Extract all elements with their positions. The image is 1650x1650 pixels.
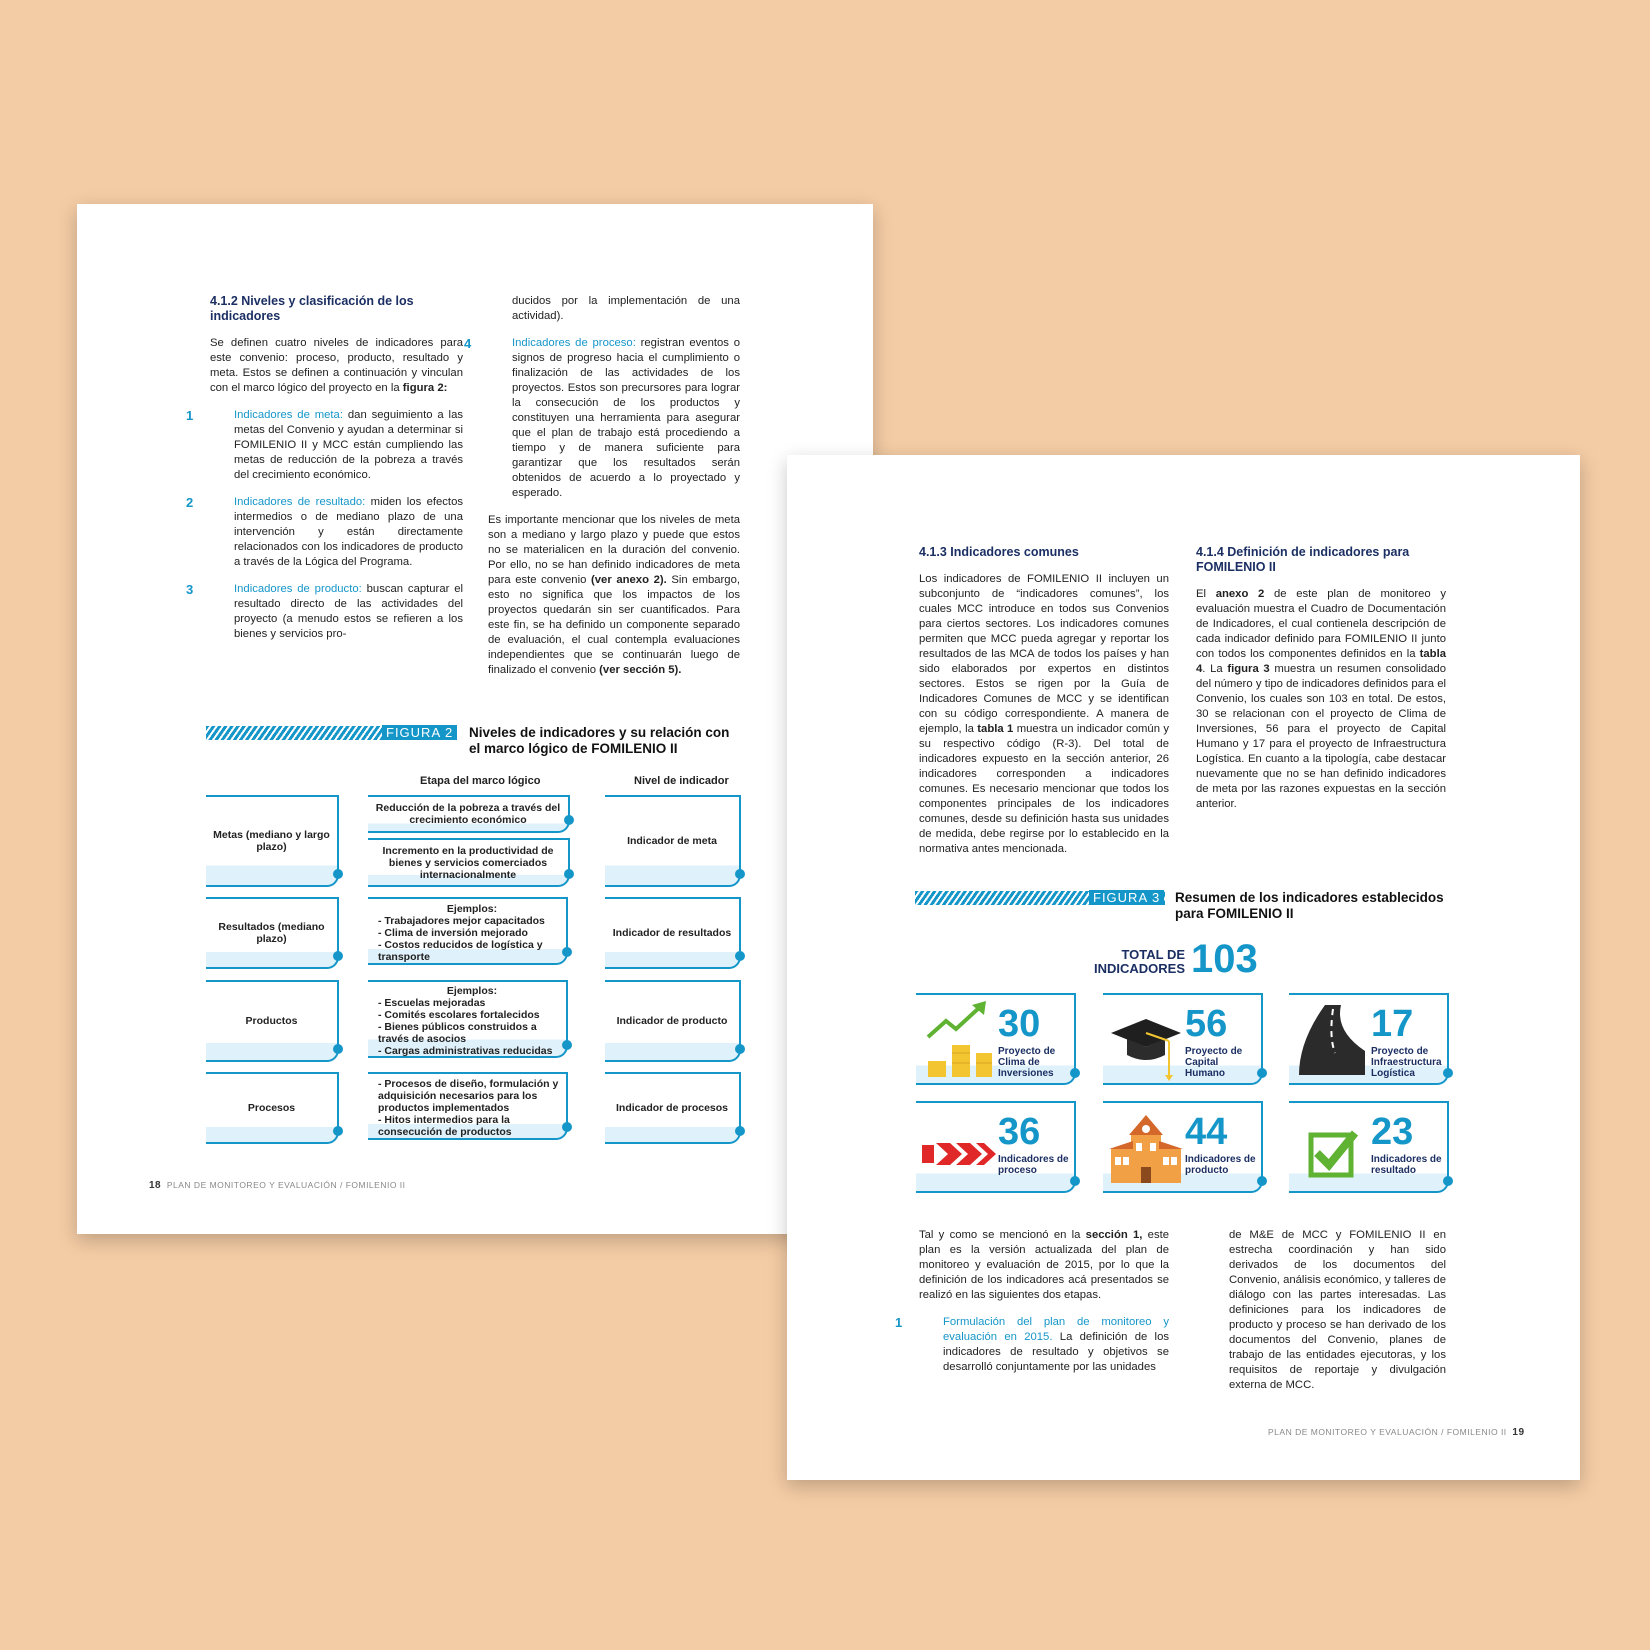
item-number: 2	[186, 495, 194, 510]
card-label: Proyecto de Capital Humano	[1185, 1046, 1243, 1079]
dot	[1070, 1068, 1080, 1078]
card-label: Indicadores de proceso	[998, 1154, 1069, 1176]
card-label: Proyecto de Infraestructura Logística	[1371, 1046, 1442, 1079]
list-item-formulacion: 1 Formulación del plan de monitoreo y evaluación en 2015. La definición de los indicadores de resultado y objetivos se desarrolló conjuntamente por las unidades	[895, 1315, 1169, 1373]
dot	[735, 869, 745, 879]
stage-resultados: Ejemplos: - Trabajadores mejor capacitados - Clima de inversión mejorado - Costos reducidos de logística y transporte	[368, 897, 568, 965]
bottom-column-2	[1229, 1228, 1446, 1405]
s413-paragraph: Los indicadores de FOMILENIO II incluyen un subconjunto de “indicadores comunes”, los cuales MCC introduce en todos sus Convenios para ciertos sectores. Los indicadores comunes permiten que MCC pueda agregar y reportar los resultados de las MCA de todos los países y han sido elaborados por expertos en distintos sectores. Estos se rigen por la Guía de Indicadores Comunes de MCC y se identifican con su código correspondiente. A manera de ejemplo, la tabla 1 muestra un indicador común y su respectivo código (R-3). Del total de indicadores expuesto en la sección anterior, 26 indicadores corresponden a indicadores comunes. Es necesario mencionar que todos los componentes principales de los indicadores comunes, desde su definición hasta sus unidades de medida, debe regirse por lo establecido en la normativa antes mencionada.	[919, 573, 1170, 855]
card-value: 17	[1371, 1003, 1414, 1045]
card-label: Proyecto de Clima de Inversiones	[998, 1046, 1056, 1079]
footer-left: 18 PLAN DE MONITOREO Y EVALUACIÓN / FOMILENIO II	[149, 1180, 406, 1191]
level-producto: Indicador de producto	[605, 980, 741, 1062]
right-column-1	[919, 545, 1169, 869]
dot	[333, 869, 343, 879]
left-column-1	[186, 294, 463, 654]
list-item-producto: 3 Indicadores de producto: buscan capturar el resultado directo de las actividades del proyecto (a menudo estos se refieren a los bienes y servicios pro-	[186, 582, 463, 640]
section-title-412: 4.1.2 Niveles y clasificación de los indicadores	[210, 294, 414, 323]
left-column-2	[464, 294, 741, 690]
page-19	[787, 455, 1580, 1480]
graduation-cap-icon	[1109, 1001, 1183, 1081]
row-label-productos: Productos	[206, 980, 339, 1062]
card-value: 56	[1185, 1003, 1228, 1045]
dot	[564, 815, 574, 825]
stage-metas-1: Reducción de la pobreza a través del crecimiento económico	[368, 795, 570, 833]
dot	[333, 1044, 343, 1054]
dot	[1443, 1068, 1453, 1078]
section-title-413: 4.1.3 Indicadores comunes	[919, 545, 1079, 559]
stage-procesos: - Procesos de diseño, formulación y adquisición necesarios para los productos implementados - Hitos intermedios para la consecución de productos	[368, 1072, 568, 1140]
dot	[735, 1126, 745, 1136]
col-head-level: Nivel de indicador	[634, 775, 729, 787]
dot	[1257, 1176, 1267, 1186]
stage-productos: Ejemplos: - Escuelas mejoradas - Comités escolares fortalecidos - Bienes públicos construidos a través de asocios - Cargas administrativas reducidas	[368, 980, 568, 1058]
dot	[562, 1040, 572, 1050]
list-item-resultado: 2 Indicadores de resultado: miden los efectos intermedios o de mediano plazo de una intervención y están directamente relacionados con los indicadores de producto a través de la Lógica del Programa.	[186, 495, 463, 568]
total-value: 103	[1191, 937, 1258, 981]
card-label: Indicadores de resultado	[1371, 1154, 1442, 1176]
figure-2-tag: FIGURA 2	[382, 725, 457, 740]
stage-metas-2: Incremento en la productividad de bienes y servicios comerciados internacionalmente	[368, 838, 570, 887]
intro-paragraph: Se definen cuatro niveles de indicadores para este convenio: proceso, producto, resultado y meta. Estos se definen a continuación y vinculan con el marco lógico del proyecto en la figura 2:	[210, 337, 463, 394]
dot	[1257, 1068, 1267, 1078]
card-infraestructura	[1289, 993, 1449, 1085]
item-number: 3	[186, 582, 194, 597]
road-icon	[1295, 1001, 1369, 1081]
card-capital-humano	[1103, 993, 1263, 1085]
dot	[1443, 1176, 1453, 1186]
bottom-paragraph: Tal y como se mencionó en la sección 1, este plan es la versión actualizada del plan de monitoreo y evaluación de 2015, por lo que la definición de los indicadores acá presentados se realizó en las siguientes dos etapas.	[919, 1229, 1170, 1301]
total-label: TOTAL DE INDICADORES	[1093, 947, 1185, 976]
dot	[735, 1044, 745, 1054]
list-item-meta: 1 Indicadores de meta: dan seguimiento a las metas del Convenio y ayudan a determinar si FOMILENIO II y MCC están cumpliendo las metas de reducción de la pobreza a través del crecimiento económico.	[186, 408, 463, 481]
item-number: 4	[464, 336, 472, 351]
col-head-stage: Etapa del marco lógico	[420, 775, 541, 787]
bottom-col2-paragraph: de M&E de MCC y FOMILENIO II en estrecha coordinación y han sido derivados de los documentos del Convenio, análisis económico, y talleres de diálogo con las partes interesadas. Las definiciones para los indicadores de producto y proceso se han derivado de los documentos del Convenio, planes de trabajo de las entidades ejecutoras, y los requisitos de reportaje y divulgación externa de MCC.	[1229, 1229, 1446, 1391]
arrows-icon	[922, 1109, 996, 1189]
card-value: 23	[1371, 1111, 1414, 1153]
dot	[333, 951, 343, 961]
growth-coins-icon	[922, 1001, 996, 1081]
dot	[564, 869, 574, 879]
item-number: 1	[895, 1315, 903, 1330]
figure-2-title: Niveles de indicadores y su relación con el marco lógico de FOMILENIO II	[469, 725, 730, 756]
card-value: 36	[998, 1111, 1041, 1153]
right-column-2	[1196, 545, 1446, 824]
dot	[333, 1126, 343, 1136]
figure-3-tag: FIGURA 3	[1089, 890, 1164, 905]
row-label-metas: Metas (mediano y largo plazo)	[206, 795, 339, 887]
s414-paragraph: El anexo 2 de este plan de monitoreo y evaluación muestra el Cuadro de Documentación de Indicadores, el cual contienela descripción de cada indicador definido para FOMILENIO II junto con todos los componentes definidos en la tabla 4. La figura 3 muestra un resumen consolidado del número y tipo de indicadores definidos para el Convenio, los cuales son 103 en total. De estos, 30 se relacionan con el proyecto de Clima de Inversiones, 56 para el proyecto de Capital Humano y 17 para el proyecto de Infraestructura Logística. En cuanto a la tipología, cabe destacar nuevamente que no se han definido indicadores de meta por las razones expuestas en la sección anterior.	[1196, 588, 1447, 810]
checkbox-icon	[1295, 1109, 1369, 1189]
card-value: 44	[1185, 1111, 1228, 1153]
level-procesos: Indicador de procesos	[605, 1072, 741, 1144]
bottom-column-1	[895, 1228, 1170, 1387]
level-resultados: Indicador de resultados	[605, 897, 741, 969]
card-proceso	[916, 1101, 1076, 1193]
row-label-procesos: Procesos	[206, 1072, 339, 1144]
list-item-proceso: 4 Indicadores de proceso: registran eventos o signos de progreso hacia el cumplimiento o finalización de las actividades de los proyectos. Estos son precursores para lograr la consecución de los productos y constituyen una herramienta para asegurar que el plan de trabajo está procediendo a tiempo y de manera suficiente para garantizar que los resultados serán obtenidos de acuerdo a lo proyectado y esperado.	[464, 336, 740, 499]
card-producto	[1103, 1101, 1263, 1193]
level-meta: Indicador de meta	[605, 795, 741, 887]
section-title-414: 4.1.4 Definición de indicadores para FOMILENIO II	[1196, 545, 1410, 574]
figure-3-title: Resumen de los indicadores establecidos para FOMILENIO II	[1175, 890, 1444, 921]
card-resultado	[1289, 1101, 1449, 1193]
page-18	[77, 204, 873, 1234]
card-value: 30	[998, 1003, 1041, 1045]
meta-paragraph: Es importante mencionar que los niveles de meta son a mediano y largo plazo y puede que estos no se materialicen en la duración del convenio. Por ello, no se han definido indicadores de meta para este convenio (ver anexo 2). Sin embargo, esto no significa que los impactos de los proyectos quedarán sin ser cuantificados. Para este fin, se ha definido un componente separado de evaluación, el cual contempla evaluaciones independientes que se continuarán luego de finalizado el convenio (ver sección 5).	[488, 514, 741, 676]
item3-continued: ducidos por la implementación de una actividad).	[512, 295, 740, 322]
school-icon	[1109, 1109, 1183, 1189]
item-number: 1	[186, 408, 194, 423]
dot	[1070, 1176, 1080, 1186]
row-label-resultados: Resultados (mediano plazo)	[206, 897, 339, 969]
card-clima	[916, 993, 1076, 1085]
dot	[562, 1122, 572, 1132]
footer-right: PLAN DE MONITOREO Y EVALUACIÓN / FOMILENIO II 19	[1268, 1427, 1525, 1438]
card-label: Indicadores de producto	[1185, 1154, 1256, 1176]
dot	[735, 951, 745, 961]
dot	[562, 947, 572, 957]
